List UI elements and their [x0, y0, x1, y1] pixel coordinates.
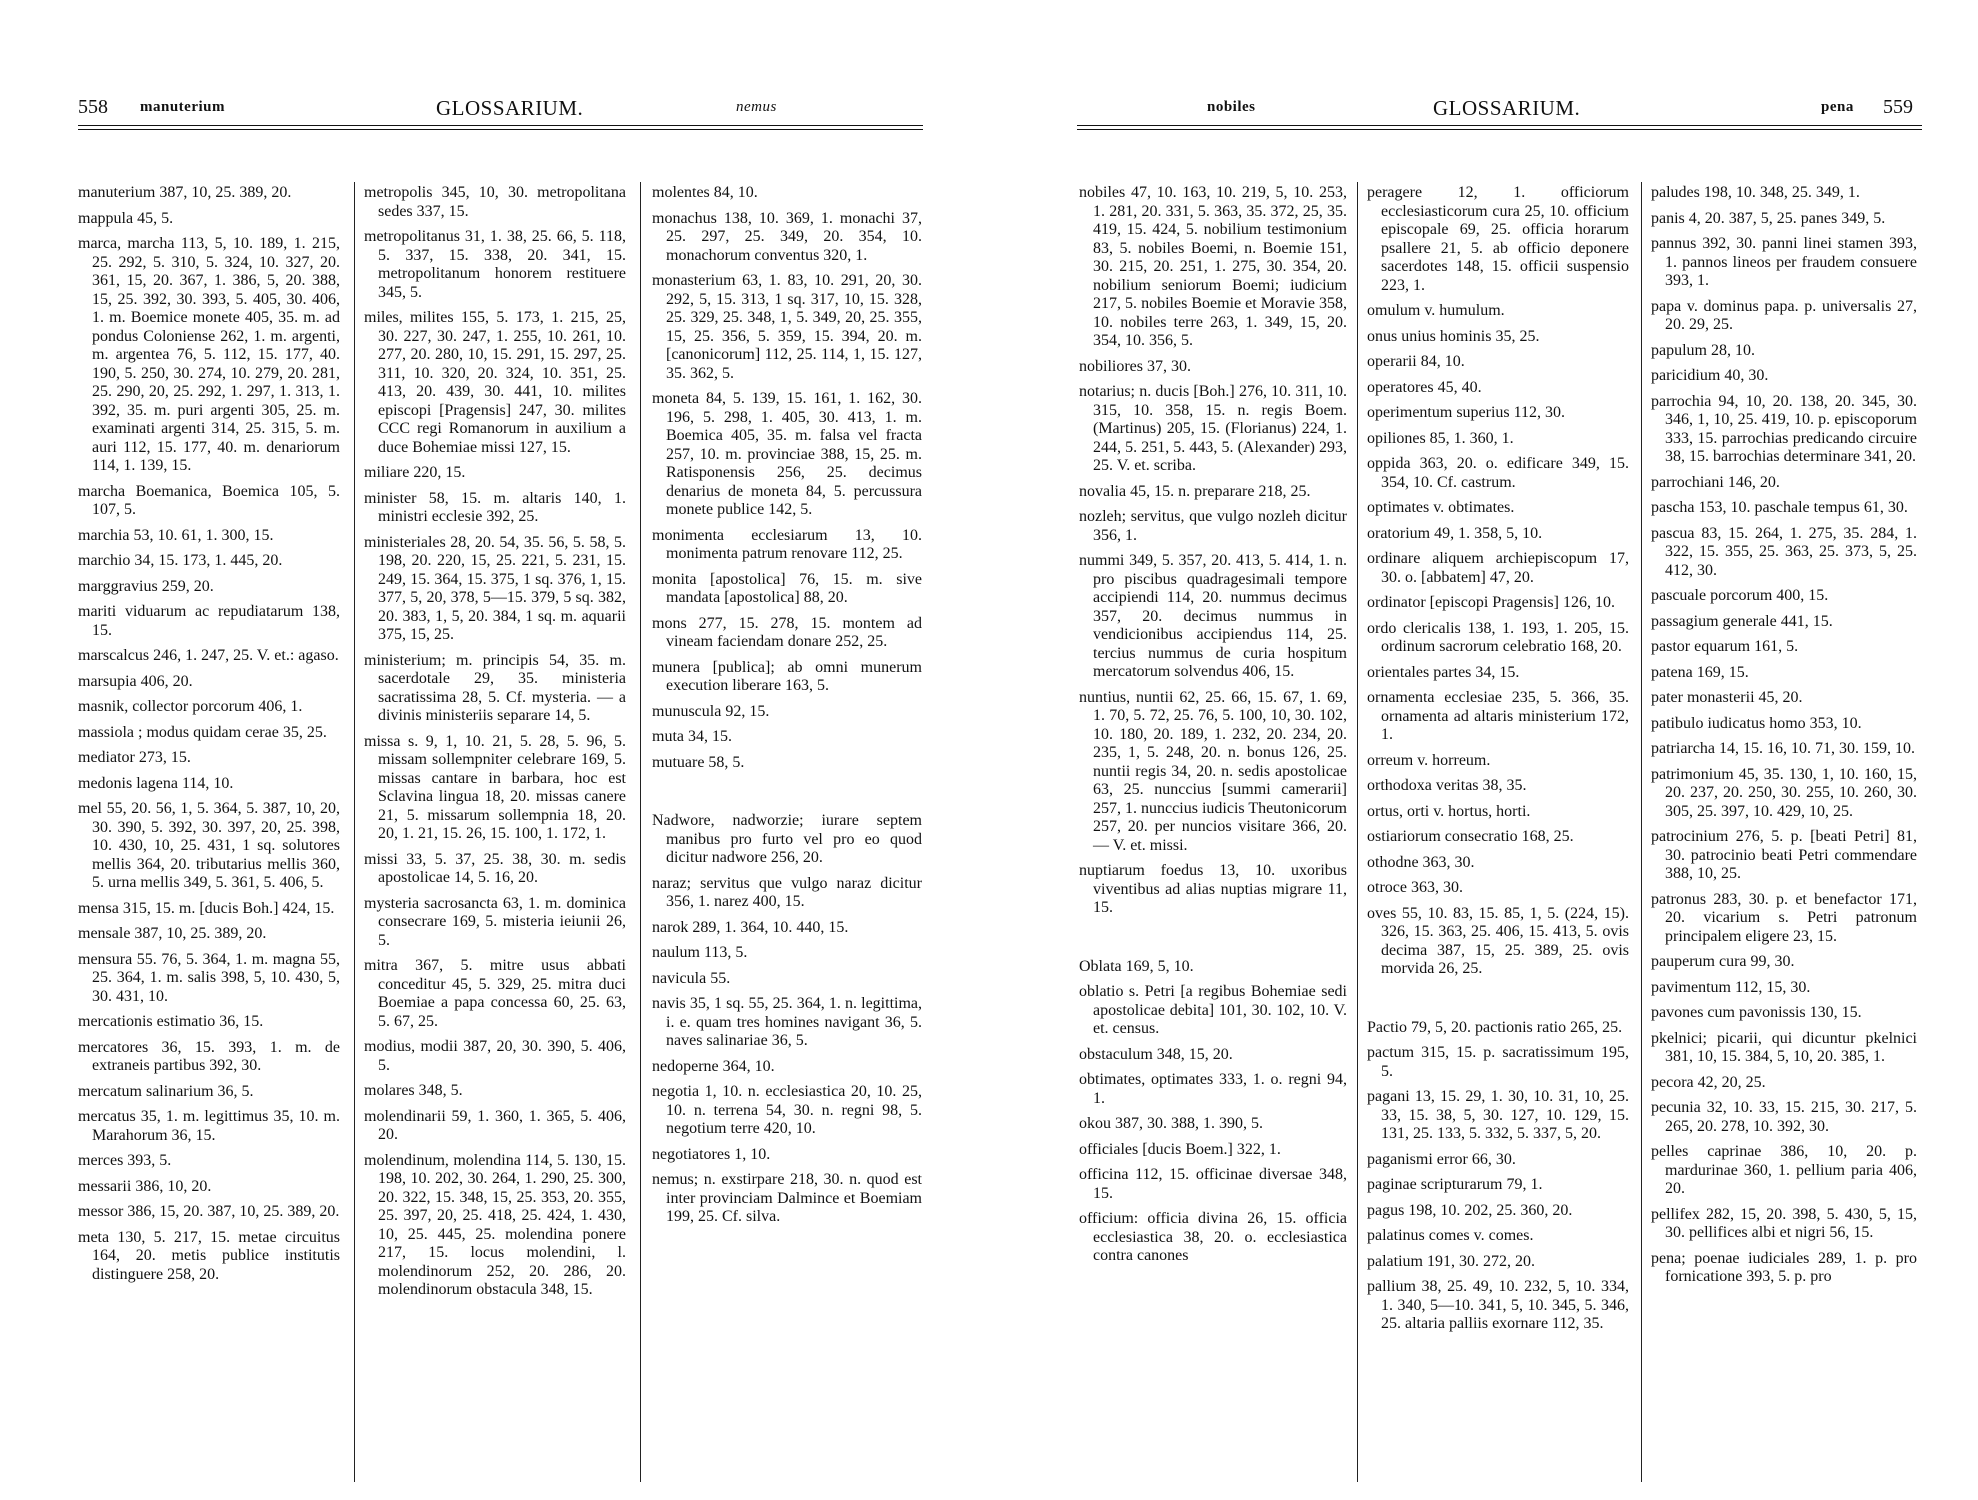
glossary-entry: monachus 138, 10. 369, 1. monachi 37, 25. 297, 25. 349, 20. 354, 10. monachorum conventus 320, 1. — [652, 209, 922, 264]
glossary-entry: mensale 387, 10, 25. 389, 20. — [78, 925, 267, 942]
glossary-entry: novalia 45, 15. n. preparare 218, 25. — [1079, 482, 1311, 500]
left-running-head — [78, 96, 920, 122]
glossary-entry: ordinator [episcopi Pragensis] 126, 10. — [1367, 594, 1615, 611]
glossary-entry: patena 169, 15. — [1651, 663, 1749, 681]
glossary-entry: pascha 153, 10. paschale tempus 61, 30. — [1651, 499, 1908, 516]
catchword-last: pena — [1821, 99, 1854, 115]
glossary-entry: pater monasterii 45, 20. — [1651, 689, 1803, 706]
glossary-entry: marscalcus 246, 1. 247, 25. V. et.: agaso. — [78, 647, 339, 664]
glossary-entry: mercatus 35, 1. m. legittimus 35, 10. m. Marahorum 36, 15. — [78, 1108, 340, 1144]
glossary-entry: nobiles 47, 10. 163, 10. 219, 5, 10. 253, 1. 281, 20. 331, 5. 363, 35. 372, 25, 35. 419, 15. 424, 5. nobilium testimonium 83, 5. nobiles Boemi, n. Boemie 151, 30. 215, 20. 251, 1. 275, 30. 354, 20. nobilium seniorum Boemi; iudicium 217, 5. nobiles Boemie et Moravie 358, 10. nobiles terre 263, 1. 349, 15, 20. 354, 10. 356, 5. — [1079, 184, 1347, 349]
glossary-entry: mons 277, 15. 278, 15. montem ad vineam faciendam donare 252, 25. — [652, 614, 922, 650]
left-column-1 — [78, 184, 340, 1291]
glossary-entry: negotiatores 1, 10. — [652, 1145, 771, 1163]
glossary-entry: mutuare 58, 5. — [652, 753, 745, 771]
glossary-entry: moneta 84, 5. 139, 15. 161, 1. 162, 30. 196, 5. 298, 1. 405, 30. 413, 1. m. Boemica 405, 35. m. falsa vel fracta 257, 10. m. provinciae 388, 15, 25. m. Ratisponensis 256, 25. decimus denarius de moneta 84, 5. percussura monete publice 142, 5. — [652, 390, 922, 518]
right-running-head — [1077, 96, 1919, 122]
page-number: 558 — [78, 96, 108, 118]
right-column-2 — [1367, 184, 1629, 1341]
glossary-entry: manuterium 387, 10, 25. 389, 20. — [78, 184, 292, 201]
column-divider — [1641, 182, 1642, 1482]
glossary-entry: miliare 220, 15. — [364, 464, 466, 481]
left-column-3 — [652, 184, 922, 1234]
glossary-entry: pecora 42, 20, 25. — [1651, 1073, 1766, 1091]
glossary-entry: pascuale porcorum 400, 15. — [1651, 587, 1829, 604]
glossary-entry: pallium 38, 25. 49, 10. 232, 5, 10. 334, 1. 340, 5—10. 341, 5, 10. 345, 5. 346, 25. altaria palliis exornare 112, 35. — [1367, 1278, 1629, 1332]
glossary-entry: ordinare aliquem archiepiscopum 17, 30. o. [abbatem] 47, 20. — [1367, 550, 1629, 586]
catchword-first: manuterium — [140, 99, 225, 115]
glossary-entry: oves 55, 10. 83, 15. 85, 1, 5. (224, 15). 326, 15. 363, 25. 406, 15. 413, 5. ovis decima 387, 15, 25. 389, 25. ovis morvida 26, 25. — [1367, 904, 1629, 977]
glossary-entry: nobiliores 37, 30. — [1079, 357, 1191, 375]
glossary-entry: pellifex 282, 15, 20. 398, 5. 430, 5, 15, 30. pellifices albi et nigri 56, 15. — [1651, 1205, 1917, 1241]
glossary-entry: nuptiarum foedus 13, 10. uxoribus viventibus ad alias nuptias migrare 11, 15. — [1079, 862, 1347, 916]
glossary-entry: orthodoxa veritas 38, 35. — [1367, 777, 1527, 794]
glossary-entry: mappula 45, 5. — [78, 209, 174, 227]
glossary-entry: marca, marcha 113, 5, 10. 189, 1. 215, 25. 292, 5. 310, 5. 324, 10. 327, 20. 361, 15, 20. 367, 1. 386, 5, 20. 388, 15, 25. 392, 30. 393, 5. 405, 30. 406, 1. m. Boemice monete 405, 35. m. ad pondus Coloniense 262, 1. m. argenti, m. argentea 76, 5. 112, 15. 177, 40. 190, 5. 250, 30. 274, 10. 279, 20. 281, 25. 290, 20, 25. 292, 1. 297, 1. 313, 1. 392, 35. m. puri argenti 305, 25. m. examinati argenti 314, 25. 315, 5. m. auri 112, 15. 177, 40. m. denariorum 114, 1. 139, 15. — [78, 235, 340, 474]
running-title: GLOSSARIUM. — [436, 96, 584, 120]
glossary-entry: Pactio 79, 5, 20. pactionis ratio 265, 25. — [1367, 1018, 1623, 1036]
glossary-entry: mariti viduarum ac repudiatarum 138, 15. — [78, 603, 340, 639]
glossary-entry: opiliones 85, 1. 360, 1. — [1367, 429, 1514, 447]
glossary-entry: ordo clericalis 138, 1. 193, 1. 205, 15. ordinum sacrorum celebratio 168, 20. — [1367, 619, 1629, 655]
glossary-entry: pastor equarum 161, 5. — [1651, 638, 1799, 655]
glossary-entry: naraz; servitus que vulgo naraz dicitur 356, 1. narez 400, 15. — [652, 874, 922, 910]
right-column-1 — [1079, 184, 1347, 1273]
glossary-entry: Nadwore, nadworzie; iurare septem manibus pro furto vel pro eo quod dicitur nadwore 256, 20. — [652, 812, 922, 866]
header-rule-thin — [78, 129, 923, 130]
header-rule — [1077, 125, 1922, 126]
glossary-entry: miles, milites 155, 5. 173, 1. 215, 25, 30. 227, 30. 247, 1. 255, 10. 261, 10. 277, 20. 280, 10, 15. 291, 15. 297, 25. 311, 10. 320, 20. 324, 10. 351, 25. 413, 20. 439, 30. 441, 10. milites episcopi [Pragensis] 247, 30. milites CCC regi Romanorum in auxilium a duce Bohemiae missi 127, 15. — [364, 309, 626, 456]
glossary-entry: orientales partes 34, 15. — [1367, 663, 1520, 681]
glossary-entry: mensa 315, 15. m. [ducis Boh.] 424, 15. — [78, 899, 335, 917]
glossary-entry: pagani 13, 15. 29, 1. 30, 10. 31, 10, 25. 33, 15. 38, 5, 30. 127, 10. 129, 15. 131, 25. 133, 5. 332, 5. 337, 5, 20. — [1367, 1088, 1629, 1142]
catchword-last: nemus — [736, 99, 777, 115]
glossary-entry: mel 55, 20. 56, 1, 5. 364, 5. 387, 10, 20, 30. 390, 5. 392, 30. 397, 20, 25. 398, 10. 430, 10, 25. 431, 1 sq. solutores mellis 364, 20. tributarius mellis 360, 5. urna mellis 349, 5. 361, 5. 406, 5. — [78, 800, 340, 891]
glossary-entry: molendinum, molendina 114, 5. 130, 15. 198, 10. 202, 30. 264, 1. 290, 25. 300, 20. 322, 15. 348, 15, 25. 353, 20. 355, 25. 397, 20, 25. 418, 25. 424, 1. 430, 10, 25. 445, 25. molendina ponere 217, 15. locus molendini, l. molendinorum 252, 20. 286, 20. molendinorum obstacula 348, 15. — [364, 1151, 626, 1298]
glossary-entry: officium: officia divina 26, 15. officia ecclesiastica 38, 20. o. ecclesiastica contra canones — [1079, 1210, 1347, 1264]
glossary-entry: obstaculum 348, 15, 20. — [1079, 1045, 1233, 1063]
glossary-entry: nuntius, nuntii 62, 25. 66, 15. 67, 1. 69, 1. 70, 5. 72, 25. 76, 5. 100, 10, 30. 102, 10. 180, 20. 189, 1. 232, 20. 234, 20. 235, 1, 5. 248, 20. n. bonus 126, 25. nuntii regis 34, 20. n. sedis apostolicae 63, 25. nunccius [summi camerarii] 257, 1. nunccius iudicis Theutonicorum 257, 20. per nuncios visitare 366, 20. — V. et. missi. — [1079, 688, 1347, 854]
glossary-entry: messor 386, 15, 20. 387, 10, 25. 389, 20. — [78, 1203, 340, 1220]
glossary-entry: mensura 55. 76, 5. 364, 1. m. magna 55, 25. 364, 1. m. salis 398, 5, 10. 430, 5, 30. 431, 10. — [78, 950, 340, 1005]
glossary-entry: oratorium 49, 1. 358, 5, 10. — [1367, 524, 1543, 542]
glossary-entry: paricidium 40, 30. — [1651, 367, 1769, 384]
glossary-entry: officina 112, 15. officinae diversae 348, 15. — [1079, 1166, 1347, 1202]
glossary-entry: orreum v. horreum. — [1367, 751, 1491, 769]
glossary-entry: pannus 392, 30. panni linei stamen 393, 1. pannos lineos per fraudem consuere 393, 1. — [1651, 235, 1917, 289]
glossary-entry: othodne 363, 30. — [1367, 853, 1475, 871]
glossary-entry: pkelnici; picarii, qui dicuntur pkelnici 381, 10, 15. 384, 5, 10, 20. 385, 1. — [1651, 1029, 1917, 1065]
glossary-entry: mercatum salinarium 36, 5. — [78, 1082, 254, 1100]
glossary-entry: marggravius 259, 20. — [78, 577, 214, 595]
glossary-entry: metropolis 345, 10, 30. metropolitana sedes 337, 15. — [364, 184, 626, 220]
column-divider — [640, 182, 641, 1482]
glossary-entry: masnik, collector porcorum 406, 1. — [78, 698, 303, 715]
glossary-entry: merces 393, 5. — [78, 1152, 172, 1169]
glossary-entry: navicula 55. — [652, 969, 731, 987]
glossary-entry: pauperum cura 99, 30. — [1651, 953, 1795, 970]
glossary-entry: muta 34, 15. — [652, 728, 732, 745]
glossary-entry: panis 4, 20. 387, 5, 25. panes 349, 5. — [1651, 209, 1886, 227]
right-column-3 — [1651, 184, 1917, 1294]
glossary-entry: pavones cum pavonissis 130, 15. — [1651, 1004, 1862, 1021]
header-rule — [78, 125, 923, 126]
glossary-entry: Oblata 169, 5, 10. — [1079, 957, 1194, 975]
glossary-entry: otroce 363, 30. — [1367, 879, 1463, 896]
glossary-entry: ministeriales 28, 20. 54, 35. 56, 5. 58, 5. 198, 20. 220, 15, 25. 221, 5. 231, 15. 249, 15. 364, 15. 375, 1 sq. 376, 1, 15. 377, 5, 20, 378, 5—15. 379, 5 sq. 382, 20. 383, 1, 5, 20. 384, 1 sq. m. aquarii 375, 15, 25. — [364, 533, 626, 643]
page-number: 559 — [1883, 96, 1913, 118]
glossary-entry: munera [publica]; ab omni munerum execution liberare 163, 5. — [652, 658, 922, 694]
glossary-entry: papa v. dominus papa. p. universalis 27, 20. 29, 25. — [1651, 297, 1917, 333]
glossary-entry: patibulo iudicatus homo 353, 10. — [1651, 714, 1862, 732]
glossary-entry: marchio 34, 15. 173, 1. 445, 20. — [78, 552, 283, 569]
glossary-entry: negotia 1, 10. n. ecclesiastica 20, 10. 25, 10. n. terrena 54, 30. n. regni 98, 5. negotium terre 420, 10. — [652, 1083, 922, 1137]
glossary-entry: monita [apostolica] 76, 15. m. sive mandata [apostolica] 88, 20. — [652, 570, 922, 606]
glossary-entry: ministerium; m. principis 54, 35. m. sacerdotale 29, 35. ministeria sacratissima 28, 5. Cf. mysteria. — a divinis ministeriis separare 14, 5. — [364, 651, 626, 724]
glossary-entry: medonis lagena 114, 10. — [78, 774, 234, 792]
glossary-entry: monasterium 63, 1. 83, 10. 291, 20, 30. 292, 5, 15. 313, 1 sq. 317, 10, 15. 328, 25. 329, 25. 348, 1, 5. 349, 20, 25. 355, 15, 25. 356, 5. 359, 15. 394, 20. m. [canonicorum] 112, 25. 114, 1, 15. 127, 35. 362, 5. — [652, 272, 922, 382]
right-page — [989, 0, 1978, 1500]
glossary-entry: nummi 349, 5. 357, 20. 413, 5. 414, 1. n. pro piscibus quadragesimali tempore accipiendi 114, 20. nummus decimus 357, 20. decimus nummus in vendicionibus accipiendus 114, 25. tercius nummus de curia hospitum mercatorum solvendus 406, 15. — [1079, 552, 1347, 680]
running-title: GLOSSARIUM. — [1433, 96, 1581, 120]
glossary-entry: missa s. 9, 1, 10. 21, 5. 28, 5. 96, 5. missam sollempniter celebrare 169, 5. missas cantare in barbara, hoc est Sclavina lingua 18, 20. missas canere 21, 5. missarum sollempnia 18, 20. 20, 1. 21, 15. 26, 15. 100, 1. 172, 1. — [364, 732, 626, 842]
glossary-entry: mysteria sacrosancta 63, 1. m. dominica consecrare 169, 5. misteria ieiunii 26, 5. — [364, 894, 626, 949]
glossary-entry: molentes 84, 10. — [652, 184, 758, 201]
glossary-entry: pactum 315, 15. p. sacratissimum 195, 5. — [1367, 1044, 1629, 1080]
glossary-entry: operatores 45, 40. — [1367, 378, 1482, 396]
glossary-entry: modius, modii 387, 20, 30. 390, 5. 406, 5. — [364, 1038, 626, 1074]
glossary-entry: operimentum superius 112, 30. — [1367, 404, 1566, 421]
glossary-entry: pena; poenae iudiciales 289, 1. p. pro fornicatione 393, 5. p. pro — [1651, 1249, 1917, 1285]
glossary-entry: marcha Boemanica, Boemica 105, 5. 107, 5. — [78, 482, 340, 518]
glossary-entry: operarii 84, 10. — [1367, 353, 1465, 370]
glossary-entry: passagium generale 441, 15. — [1651, 612, 1833, 630]
glossary-entry: marsupia 406, 20. — [78, 672, 193, 690]
glossary-entry: meta 130, 5. 217, 15. metae circuitus 164, 20. metis publice institutis distinguere 258, 20. — [78, 1228, 340, 1283]
column-divider — [354, 182, 355, 1482]
glossary-entry: omulum v. humulum. — [1367, 302, 1505, 319]
glossary-entry: pelles caprinae 386, 10, 20. p. mardurinae 360, 1. pellium paria 406, 20. — [1651, 1143, 1917, 1197]
header-rule-thin — [1077, 129, 1922, 130]
glossary-entry: pavimentum 112, 15, 30. — [1651, 978, 1811, 996]
glossary-entry: officiales [ducis Boem.] 322, 1. — [1079, 1140, 1281, 1158]
glossary-entry: mitra 367, 5. mitre usus abbati conceditur 45, 5. 329, 25. mitra duci Boemiae a papa concessa 60, 25. 63, 5. 67, 25. — [364, 957, 626, 1030]
glossary-entry: patrimonium 45, 35. 130, 1, 10. 160, 15, 20. 237, 20. 250, 30. 255, 10. 260, 30. 305, 25. 397, 10. 429, 10, 25. — [1651, 765, 1917, 820]
glossary-entry: nedoperne 364, 10. — [652, 1057, 775, 1075]
glossary-entry: obtimates, optimates 333, 1. o. regni 94, 1. — [1079, 1071, 1347, 1107]
glossary-entry: ornamenta ecclesiae 235, 5. 366, 35. ornamenta ad altaris ministerium 172, 1. — [1367, 689, 1629, 743]
glossary-entry: optimates v. obtimates. — [1367, 499, 1515, 516]
glossary-entry: minister 58, 15. m. altaris 140, 1. ministri ecclesie 392, 25. — [364, 489, 626, 525]
glossary-entry: nemus; n. exstirpare 218, 30. n. quod est inter provinciam Dalmince et Boemiam 199, 25. Cf. silva. — [652, 1171, 922, 1225]
column-divider — [1357, 182, 1358, 1482]
glossary-entry: missi 33, 5. 37, 25. 38, 30. m. sedis apostolicae 14, 5. 16, 20. — [364, 850, 626, 886]
glossary-entry: palatinus comes v. comes. — [1367, 1227, 1534, 1244]
glossary-entry: nozleh; servitus, que vulgo nozleh dicitur 356, 1. — [1079, 508, 1347, 544]
glossary-entry: navis 35, 1 sq. 55, 25. 364, 1. n. legittima, i. e. quam tres homines navigant 36, 5. naves salinariae 36, 5. — [652, 995, 922, 1049]
glossary-entry: palatium 191, 30. 272, 20. — [1367, 1252, 1535, 1270]
glossary-entry: naulum 113, 5. — [652, 944, 748, 961]
glossary-entry: narok 289, 1. 364, 10. 440, 15. — [652, 918, 849, 936]
glossary-entry: onus unius hominis 35, 25. — [1367, 327, 1540, 345]
glossary-entry: ostiariorum consecratio 168, 25. — [1367, 828, 1574, 845]
glossary-entry: messarii 386, 10, 20. — [78, 1177, 212, 1195]
glossary-entry: oppida 363, 20. o. edificare 349, 15. 354, 10. Cf. castrum. — [1367, 455, 1629, 491]
glossary-entry: patrocinium 276, 5. p. [beati Petri] 81, 30. patrocinio beati Petri commendare 388, 10, 25. — [1651, 828, 1917, 882]
glossary-entry: monimenta ecclesiarum 13, 10. monimenta patrum renovare 112, 25. — [652, 526, 922, 562]
catchword-first: nobiles — [1207, 99, 1256, 115]
left-column-2 — [364, 184, 626, 1307]
glossary-entry: parrochia 94, 10, 20. 138, 20. 345, 30. 346, 1, 10, 25. 419, 10. p. episcoporum 333, 15. parrochias predicando circuire 38, 15. barrochias determinare 341, 20. — [1651, 392, 1917, 465]
glossary-entry: paludes 198, 10. 348, 25. 349, 1. — [1651, 184, 1860, 201]
glossary-entry: ortus, orti v. hortus, horti. — [1367, 802, 1531, 820]
glossary-entry: mercationis estimatio 36, 15. — [78, 1013, 264, 1030]
glossary-entry: mercatores 36, 15. 393, 1. m. de extraneis partibus 392, 30. — [78, 1038, 340, 1074]
glossary-entry: parrochiani 146, 20. — [1651, 473, 1780, 491]
glossary-entry: patriarcha 14, 15. 16, 10. 71, 30. 159, 10. — [1651, 740, 1915, 757]
glossary-entry: molares 348, 5. — [364, 1082, 463, 1099]
glossary-entry: oblatio s. Petri [a regibus Bohemiae sedi apostolicae debita] 101, 30. 102, 10. V. et. census. — [1079, 983, 1347, 1037]
glossary-entry: pagus 198, 10. 202, 25. 360, 20. — [1367, 1201, 1573, 1219]
glossary-entry: notarius; n. ducis [Boh.] 276, 10. 311, 10. 315, 10. 358, 15. n. regis Boem. (Martinus) 205, 15. (Florianus) 224, 1. 244, 5. 251, 5. 443, 5. (Alexander) 293, 25. V. et. scriba. — [1079, 383, 1347, 474]
glossary-entry: marchia 53, 10. 61, 1. 300, 15. — [78, 526, 274, 544]
glossary-entry: peragere 12, 1. officiorum ecclesiasticorum cura 25, 10. officium episcopale 69, 25. officia horarum psallere 21, 5. ab officio deponere sacerdotes 148, 15. officii suspensio 223, 1. — [1367, 184, 1629, 294]
glossary-entry: metropolitanus 31, 1. 38, 25. 66, 5. 118, 5. 337, 15. 338, 20. 341, 15. metropolitanum honorem restituere 345, 5. — [364, 228, 626, 301]
glossary-entry: mediator 273, 15. — [78, 749, 191, 766]
glossary-entry: massiola ; modus quidam cerae 35, 25. — [78, 723, 327, 741]
glossary-entry: papulum 28, 10. — [1651, 341, 1755, 359]
glossary-entry: patronus 283, 30. p. et benefactor 171, 20. vicarium s. Petri patronum principalem eligere 23, 15. — [1651, 890, 1917, 945]
glossary-entry: molendinarii 59, 1. 360, 1. 365, 5. 406, 20. — [364, 1107, 626, 1143]
glossary-entry: paganismi error 66, 30. — [1367, 1150, 1516, 1168]
glossary-entry: pecunia 32, 10. 33, 15. 215, 30. 217, 5. 265, 20. 278, 10. 392, 30. — [1651, 1099, 1917, 1135]
glossary-entry: okou 387, 30. 388, 1. 390, 5. — [1079, 1115, 1263, 1132]
glossary-entry: munuscula 92, 15. — [652, 702, 770, 720]
glossary-entry: paginae scripturarum 79, 1. — [1367, 1176, 1543, 1193]
glossary-entry: pascua 83, 15. 264, 1. 275, 35. 284, 1. 322, 15. 355, 25. 363, 25. 373, 5, 25. 412, 30. — [1651, 524, 1917, 579]
